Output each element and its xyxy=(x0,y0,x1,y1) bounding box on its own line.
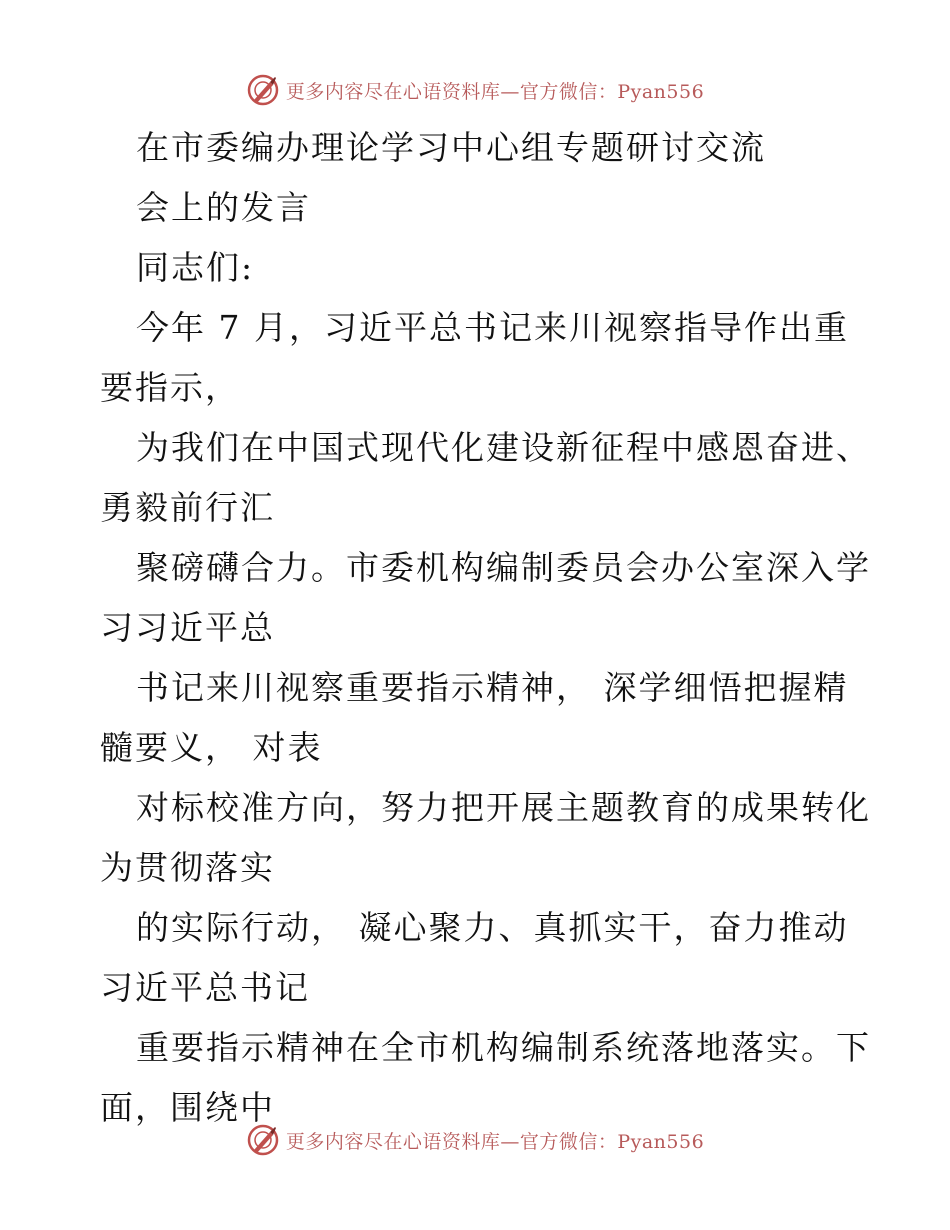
body-line: 对标校准方向，努力把开展主题教育的成果转化 xyxy=(136,788,871,827)
body-line: 的实际行动， 凝心聚力、真抓实干，奋力推动 xyxy=(136,908,849,947)
title-line-1: 在市委编办理论学习中心组专题研讨交流 xyxy=(136,128,766,167)
footer-watermark-text: 更多内容尽在心语资料库—官方微信：Pyan556 xyxy=(285,1130,705,1153)
body-line: 重要指示精神在全市机构编制系统落地落实。下 xyxy=(136,1028,871,1067)
body-line: 勇毅前行汇 xyxy=(100,488,275,527)
salutation: 同志们: xyxy=(136,248,255,287)
body-line: 面，围绕中 xyxy=(100,1088,275,1127)
pen-logo-icon xyxy=(246,1123,280,1157)
body-line: 习近平总书记 xyxy=(100,968,310,1007)
body-line: 要指示， xyxy=(100,368,240,407)
body-line: 为贯彻落实 xyxy=(100,848,275,887)
body-line: 为我们在中国式现代化建设新征程中感恩奋进、 xyxy=(136,428,871,467)
footer-watermark-banner xyxy=(0,1120,950,1160)
body-line: 今年 7 月，习近平总书记来川视察指导作出重 xyxy=(136,308,849,347)
title-line-2: 会上的发言 xyxy=(136,188,311,227)
pen-logo-icon xyxy=(246,73,280,107)
header-watermark-banner xyxy=(0,70,950,110)
body-line: 习习近平总 xyxy=(100,608,275,647)
body-line: 聚磅礴合力。市委机构编制委员会办公室深入学 xyxy=(136,548,871,587)
body-line: 髓要义， 对表 xyxy=(100,728,323,767)
body-line: 书记来川视察重要指示精神， 深学细悟把握精 xyxy=(136,668,849,707)
document-body xyxy=(100,118,871,1138)
header-watermark-text: 更多内容尽在心语资料库—官方微信：Pyan556 xyxy=(285,80,705,103)
